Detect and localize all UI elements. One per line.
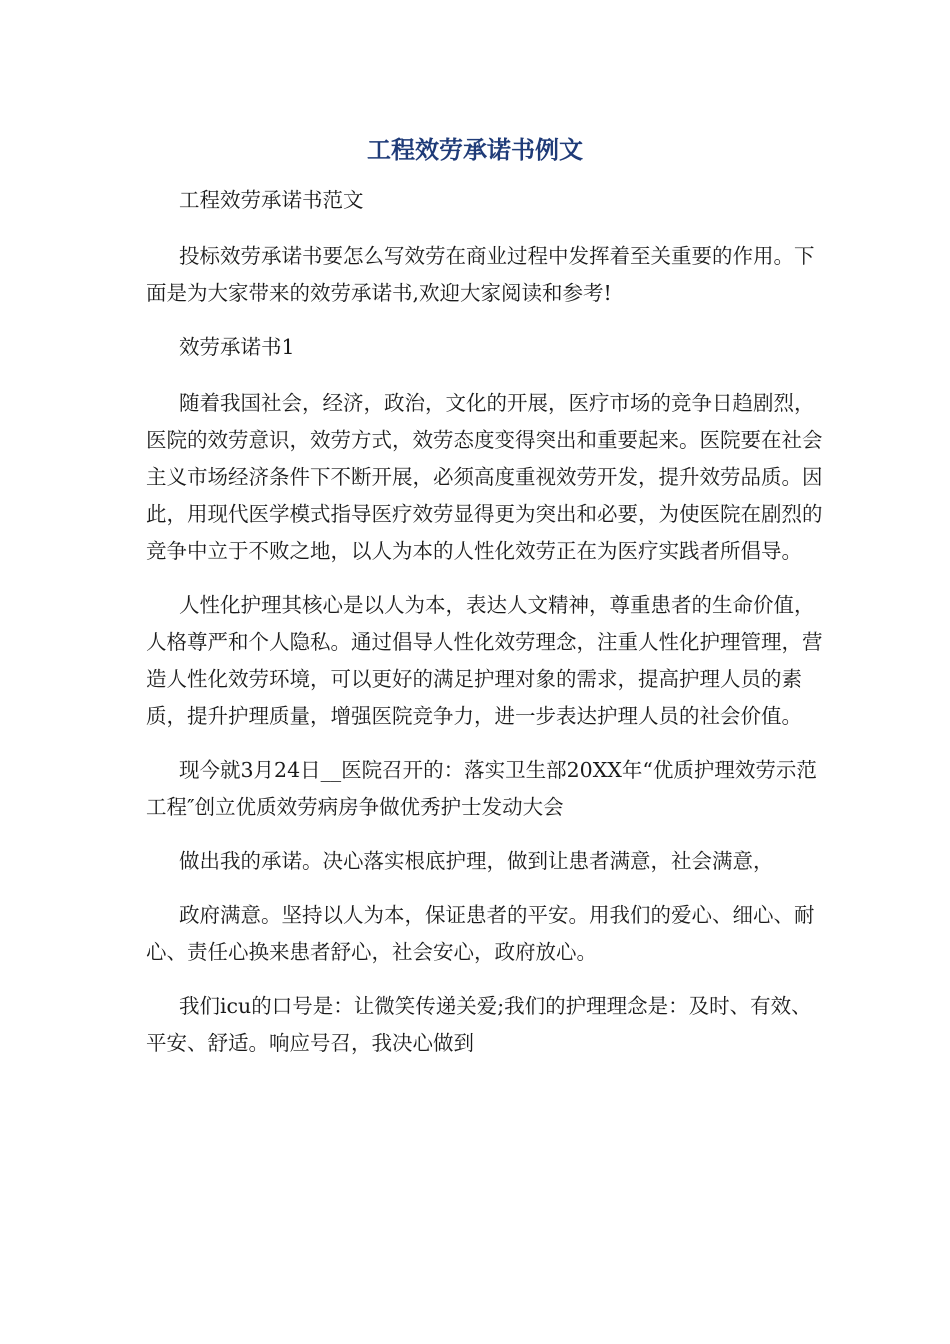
paragraph-intro: 投标效劳承诺书要怎么写效劳在商业过程中发挥着至关重要的作用。下面是为大家带来的效劳承诺书,欢迎大家阅读和参考!	[146, 244, 815, 305]
paragraph-commitment: 做出我的承诺。决心落实根底护理，做到让患者满意，社会满意，	[179, 849, 774, 873]
paragraph-humanized-care: 人性化护理其核心是以人为本，表达人文精神，尊重患者的生命价值，人格尊严和个人隐私。通过倡导人性化效劳理念，注重人性化护理管理，营造人性化效劳环境，可以更好的满足护理对象的需求，提高护理人员的素质，提升护理质量，增强医院竞争力，进一步表达护理人员的社会价值。	[146, 593, 823, 728]
paragraph-background: 随着我国社会，经济，政治，文化的开展，医疗市场的竞争日趋剧烈，医院的效劳意识，效劳方式，效劳态度变得突出和重要起来。医院要在社会主义市场经济条件下不断开展，必须高度重视效劳开发，提升效劳品质。因此，用现代医学模式指导医疗效劳显得更为突出和必要，为使医院在剧烈的竞争中立于不败之地，以人为本的人性化效劳正在为医疗实践者所倡导。	[146, 391, 823, 563]
document-title: 工程效劳承诺书例文	[367, 136, 583, 164]
paragraph-section-heading: 效劳承诺书1	[179, 335, 295, 359]
paragraph-subtitle: 工程效劳承诺书范文	[179, 188, 364, 212]
paragraph-government: 政府满意。坚持以人为本，保证患者的平安。用我们的爱心、细心、耐心、责任心换来患者舒心，社会安心，政府放心。	[146, 903, 815, 964]
document-body	[146, 182, 826, 1079]
paragraph-icu-slogan: 我们icu的口号是：让微笑传递关爱;我们的护理理念是：及时、有效、平安、舒适。响应号召，我决心做到	[146, 994, 812, 1055]
paragraph-meeting: 现今就3月24日__医院召开的：落实卫生部20XX年“优质护理效劳示范工程″创立优质效劳病房争做优秀护士发动大会	[146, 758, 817, 819]
